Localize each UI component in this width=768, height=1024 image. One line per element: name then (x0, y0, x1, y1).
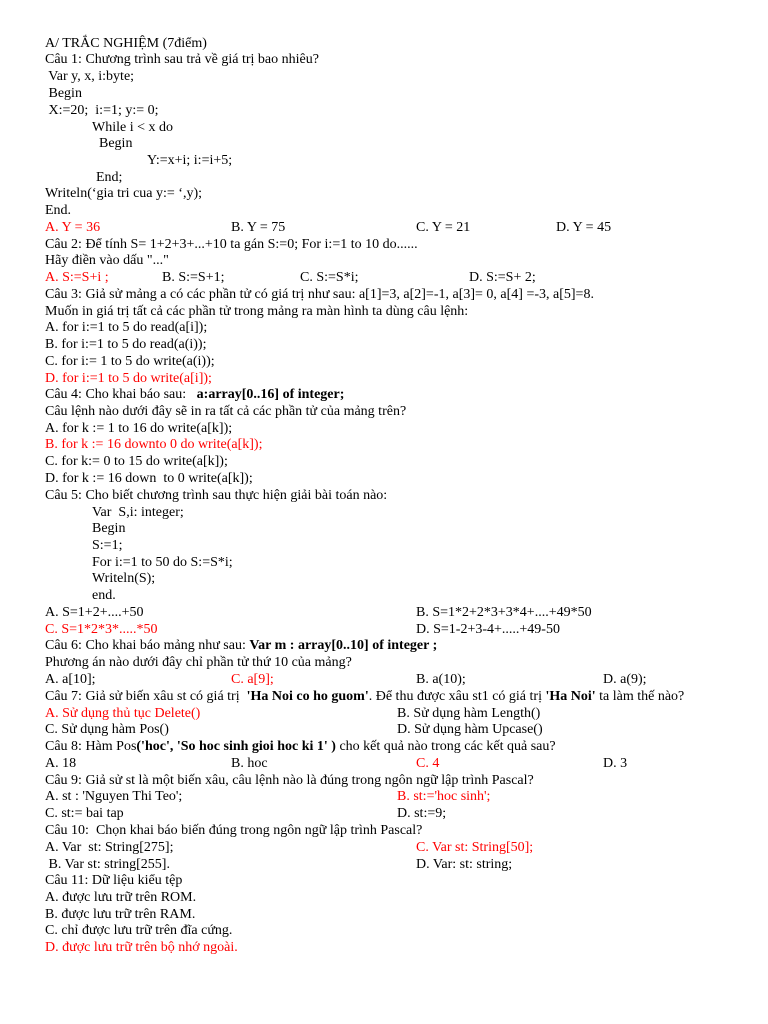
q3-stem: Câu 3: Giả sử mảng a có các phần tử có giá trị như sau: a[1]=3, a[2]=-1, a[3]= 0, a[4] =-3, a[5]=8. (45, 287, 594, 302)
q1-code-line: While i < x do (92, 120, 173, 135)
q2-stem-2: Hãy điền vào dấu "..." (45, 253, 169, 268)
q8-bold: ('hoc', 'So hoc sinh gioi hoc ki 1' ) (136, 739, 336, 754)
q1-option-a: A. Y = 36 (45, 220, 101, 235)
q1-code-line: Var y, x, i:byte; (45, 69, 135, 84)
q8-option-c: C. 4 (416, 756, 440, 771)
q5-option-d: D. S=1-2+3-4+.....+49-50 (416, 622, 560, 637)
q7-option-c: C. Sử dụng hàm Pos() (45, 722, 169, 737)
q4-option-c: C. for k:= 0 to 15 do write(a[k]); (45, 454, 228, 469)
q11-stem: Câu 11: Dữ liệu kiểu tệp (45, 873, 183, 888)
q6-stem: Câu 6: Cho khai báo mảng như sau: (45, 638, 250, 653)
q1-code-line: Begin (45, 86, 82, 101)
q5-code-line: Var S,i: integer; (92, 505, 184, 520)
q4-option-b: B. for k := 16 downto 0 do write(a[k]); (45, 437, 263, 452)
q6-option-d: D. a(9); (603, 672, 647, 687)
q11-option-c: C. chỉ được lưu trữ trên đĩa cứng. (45, 923, 233, 938)
q6-option-b: B. a(10); (416, 672, 466, 687)
q11-option-a: A. được lưu trữ trên ROM. (45, 890, 197, 905)
q10-option-b: B. Var st: string[255]. (45, 857, 170, 872)
q10-option-d: D. Var: st: string; (416, 857, 513, 872)
q1-stem: Câu 1: Chương trình sau trả về giá trị bao nhiêu? (45, 52, 319, 67)
q4-stem-2: Câu lệnh nào dưới đây sẽ in ra tất cả các phần tử của mảng trên? (45, 404, 407, 419)
q8-option-d: D. 3 (603, 756, 628, 771)
q5-stem: Câu 5: Cho biết chương trình sau thực hiện giải bài toán nào: (45, 488, 388, 503)
q8-option-a: A. 18 (45, 756, 77, 771)
q11-option-b: B. được lưu trữ trên RAM. (45, 907, 196, 922)
q6-declaration: Var m : array[0..10] of integer ; (249, 638, 438, 653)
q5-code-line: end. (92, 588, 116, 603)
q9-option-c: C. st:= bai tap (45, 806, 124, 821)
q8-stem-line (45, 739, 556, 755)
q7-option-b: B. Sử dụng hàm Length() (397, 706, 541, 721)
q5-code-line: S:=1; (92, 538, 123, 553)
q4-option-a: A. for k := 1 to 16 do write(a[k]); (45, 421, 233, 436)
q9-stem: Câu 9: Giả sử st là một biến xâu, câu lệnh nào là đúng trong ngôn ngữ lập trình Pascal? (45, 773, 534, 788)
q4-stem-line (45, 387, 344, 403)
q3-option-c: C. for i:= 1 to 5 do write(a(i)); (45, 354, 215, 369)
q5-code-line: Writeln(S); (92, 571, 156, 586)
q3-option-a: A. for i:=1 to 5 do read(a[i]); (45, 320, 208, 335)
q1-code-line: Begin (99, 136, 133, 151)
q7-stem-b: . Để thu được xâu st1 có giá trị (368, 689, 546, 704)
q2-option-b: B. S:=S+1; (162, 270, 225, 285)
q1-code-line: End; (96, 170, 123, 185)
q5-code-line: Begin (92, 521, 126, 536)
q5-code-line: For i:=1 to 50 do S:=S*i; (92, 555, 233, 570)
q7-option-a: A. Sử dụng thủ tục Delete() (45, 706, 201, 721)
q4-declaration: a:array[0..16] of integer; (196, 387, 345, 402)
q2-option-c: C. S:=S*i; (300, 270, 359, 285)
q7-bold-b: 'Ha Noi' (545, 689, 596, 704)
q6-stem-2: Phương án nào dưới đây chỉ phần tử thứ 10 của mảng? (45, 655, 352, 670)
q6-option-c: C. a[9]; (231, 672, 274, 687)
q10-option-a: A. Var st: String[275]; (45, 840, 174, 855)
q7-stem-a: Câu 7: Giả sử biến xâu st có giá trị (45, 689, 247, 704)
q9-option-d: D. st:=9; (397, 806, 447, 821)
q10-stem: Câu 10: Chọn khai báo biến đúng trong ngôn ngữ lập trình Pascal? (45, 823, 423, 838)
q8-option-b: B. hoc (231, 756, 268, 771)
q2-option-a: A. S:=S+i ; (45, 270, 109, 285)
q11-option-d: D. được lưu trữ trên bộ nhớ ngoài. (45, 940, 238, 955)
q7-bold-a: 'Ha Noi co ho guom' (246, 689, 369, 704)
q6-stem-line (45, 638, 437, 654)
q1-option-d: D. Y = 45 (556, 220, 612, 235)
q8-stem-a: Câu 8: Hàm Pos (45, 739, 137, 754)
q1-code-line: Y:=x+i; i:=i+5; (147, 153, 233, 168)
q3-option-d: D. for i:=1 to 5 do write(a[i]); (45, 371, 212, 386)
q3-option-b: B. for i:=1 to 5 do read(a(i)); (45, 337, 207, 352)
q1-code-line: Writeln(‘gia tri cua y:= ‘,y); (45, 186, 202, 201)
q9-option-b: B. st:='hoc sinh'; (397, 789, 491, 804)
q7-option-d: D. Sử dụng hàm Upcase() (397, 722, 543, 737)
q2-option-d: D. S:=S+ 2; (469, 270, 536, 285)
q1-code-line: End. (45, 203, 72, 218)
q3-stem-2: Muốn in giá trị tất cả các phần tử trong mảng ra màn hình ta dùng câu lệnh: (45, 304, 469, 319)
q5-option-b: B. S=1*2+2*3+3*4+....+49*50 (416, 605, 592, 620)
q4-stem: Câu 4: Cho khai báo sau: (45, 387, 197, 402)
q2-stem: Câu 2: Để tính S= 1+2+3+...+10 ta gán S:=0; For i:=1 to 10 do...... (45, 237, 418, 252)
q8-stem-b: cho kết quả nào trong các kết quả sau? (335, 739, 556, 754)
section-heading: A/ TRẮC NGHIỆM (7điểm) (45, 36, 207, 51)
q1-option-c: C. Y = 21 (416, 220, 471, 235)
q10-option-c: C. Var st: String[50]; (416, 840, 534, 855)
q7-stem-line (45, 689, 684, 705)
q1-option-b: B. Y = 75 (231, 220, 286, 235)
q4-option-d: D. for k := 16 down to 0 write(a[k]); (45, 471, 253, 486)
q7-stem-c: ta làm thế nào? (595, 689, 685, 704)
q9-option-a: A. st : 'Nguyen Thi Teo'; (45, 789, 183, 804)
q5-option-c: C. S=1*2*3*.....*50 (45, 622, 158, 637)
q6-option-a: A. a[10]; (45, 672, 96, 687)
q5-option-a: A. S=1+2+....+50 (45, 605, 144, 620)
q1-code-line: X:=20; i:=1; y:= 0; (45, 103, 159, 118)
